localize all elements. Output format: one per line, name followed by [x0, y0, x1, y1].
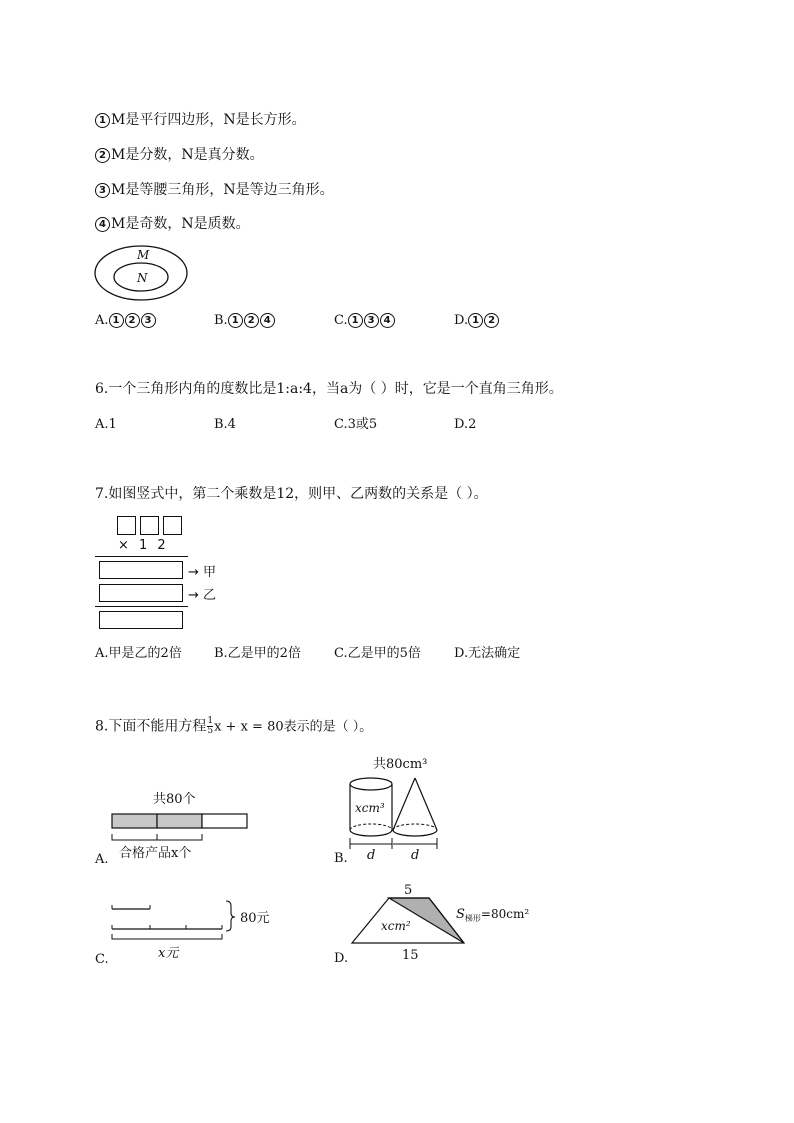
cone-base-back [393, 824, 437, 830]
figure-b-top-label: 共80cm³ [373, 757, 428, 772]
circled-number: 3 [141, 313, 156, 328]
circled-number: 1 [109, 313, 124, 328]
bracket-bottom [112, 834, 202, 840]
q7-option-a[interactable]: A.甲是乙的2倍 [95, 646, 182, 661]
q7-option-d[interactable]: D.无法确定 [454, 646, 521, 661]
figure-c-letter: C. [95, 952, 109, 967]
rule-line-2 [95, 606, 188, 607]
figure-c-bottom-label: x元 [158, 946, 179, 961]
figure-d-area-label: xcm² [381, 919, 411, 933]
q5-item-4 [95, 215, 250, 233]
fraction-denominator: 5 [207, 726, 214, 736]
bar-seg-blank [202, 814, 247, 828]
q8-stem [95, 717, 372, 737]
digit-box-2 [140, 516, 159, 535]
figure-d-s-label [456, 907, 529, 923]
q6-option-b[interactable]: B.4 [214, 417, 236, 432]
q7-option-b[interactable]: B.乙是甲的2倍 [214, 646, 301, 661]
q6-option-c[interactable]: C.3或5 [334, 417, 378, 432]
option-letter: B. [214, 313, 228, 328]
bar-seg-shaded-2 [157, 814, 202, 828]
s-value: =80cm² [480, 907, 530, 921]
digit-box-3 [163, 516, 182, 535]
cone-base-front [393, 830, 437, 836]
item-text: M是平行四边形，N是长方形。 [111, 112, 306, 128]
stem-pre: 8.下面不能用方程 [95, 718, 207, 735]
circled-number: 4 [260, 313, 275, 328]
figure-d-bottom-label: 15 [402, 948, 419, 963]
circled-number: 1 [228, 313, 243, 328]
rule-line-1 [95, 556, 188, 557]
product-box [99, 611, 183, 629]
circled-number: 1 [468, 313, 483, 328]
figure-b-d1: d [367, 848, 376, 863]
venn-label-m: M [137, 248, 150, 262]
circled-number: 3 [95, 183, 110, 198]
multiplier-row: × 1 2 [118, 538, 166, 553]
figure-a-bottom-label: 合格产品x个 [119, 846, 192, 861]
figure-d-letter: D. [334, 951, 349, 966]
circled-number: 1 [348, 313, 363, 328]
q6-stem: 6.一个三角形内角的度数比是1:a:4，当a为（ ）时，它是一个直角三角形。 [95, 381, 563, 397]
q6-option-a[interactable]: A.1 [95, 417, 117, 432]
q5-item-1 [95, 111, 306, 129]
option-letter: C. [334, 313, 348, 328]
figure-a-letter: A. [95, 852, 109, 867]
label-yi: → 乙 [188, 588, 217, 603]
q5-item-2 [95, 146, 264, 164]
circled-number: 2 [244, 313, 259, 328]
brace-right [226, 901, 235, 931]
q7-option-c[interactable]: C.乙是甲的5倍 [334, 646, 421, 661]
cone-left [393, 778, 415, 830]
figure-b [334, 754, 474, 866]
circled-number: 1 [95, 113, 110, 128]
figure-d [334, 880, 544, 968]
bar-seg-shaded-1 [112, 814, 157, 828]
q5-option-d[interactable] [454, 312, 500, 330]
q5-option-c[interactable] [334, 312, 396, 330]
figure-d-top-label: 5 [404, 883, 413, 898]
figure-b-volume-label: xcm³ [355, 801, 385, 815]
brace-bottom [112, 934, 222, 939]
digit-box-1 [117, 516, 136, 535]
cylinder-top [350, 778, 392, 790]
option-letter: A. [95, 313, 109, 328]
s-subscript: 梯形 [464, 914, 481, 923]
option-letter: D. [454, 313, 469, 328]
fraction [207, 717, 213, 736]
circled-number: 4 [380, 313, 395, 328]
figure-c [95, 898, 285, 968]
circled-number: 2 [484, 313, 499, 328]
item-text: M是奇数，N是质数。 [111, 216, 250, 232]
venn-label-n: N [137, 271, 148, 285]
q7-stem: 7.如图竖式中，第二个乘数是12，则甲、乙两数的关系是（ ）。 [95, 486, 488, 502]
circled-number: 2 [125, 313, 140, 328]
figure-b-d2: d [411, 848, 420, 863]
cylinder-bottom-back [350, 824, 392, 830]
partial-product-yi-box [99, 584, 183, 602]
figure-a [95, 788, 265, 870]
figure-c-right-label: 80元 [240, 911, 270, 926]
q6-option-d[interactable]: D.2 [454, 417, 477, 432]
s-symbol: S [456, 907, 465, 922]
partial-product-jia-box [99, 561, 183, 579]
item-text: M是等腰三角形，N是等边三角形。 [111, 182, 334, 198]
stem-post: x + x = 80表示的是（ ）。 [214, 719, 373, 735]
circled-number: 2 [95, 148, 110, 163]
cone-right [415, 778, 437, 830]
circled-number: 4 [95, 217, 110, 232]
q5-item-3 [95, 181, 334, 199]
figure-b-letter: B. [334, 851, 348, 866]
figure-a-top-label: 共80个 [153, 792, 196, 807]
circled-number: 3 [364, 313, 379, 328]
cylinder-bottom-front [350, 830, 392, 836]
label-jia: → 甲 [188, 565, 217, 580]
venn-diagram [94, 244, 190, 302]
fraction-numerator: 1 [207, 716, 214, 726]
item-text: M是分数，N是真分数。 [111, 147, 264, 163]
q5-option-b[interactable] [214, 312, 276, 330]
q5-option-a[interactable] [95, 312, 157, 330]
